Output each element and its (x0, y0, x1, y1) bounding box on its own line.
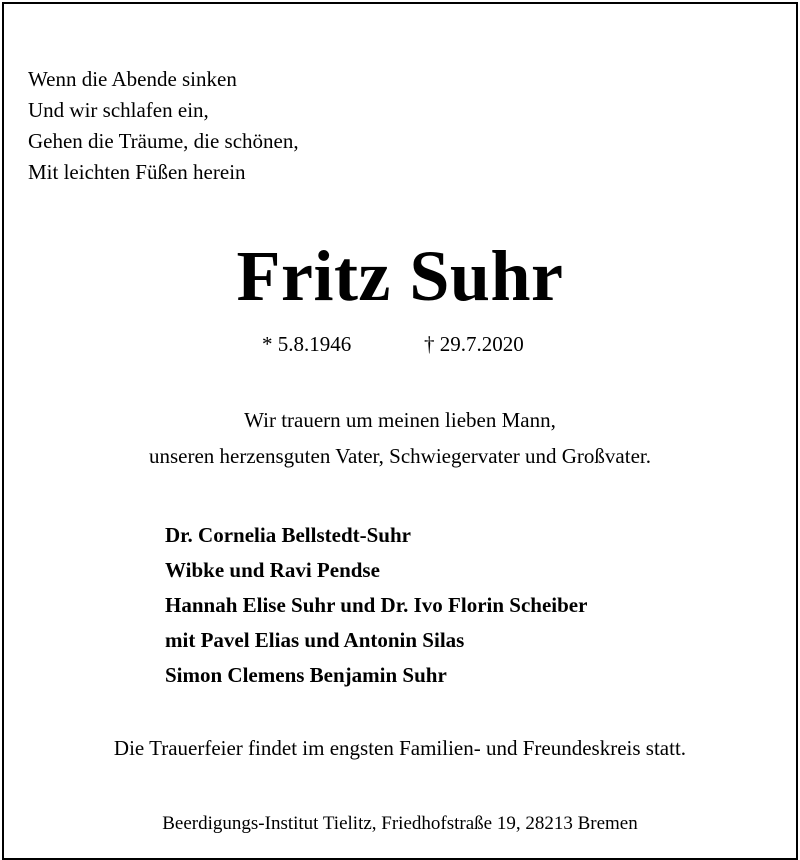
deceased-name: Fritz Suhr (236, 236, 564, 316)
obituary-notice (2, 2, 798, 860)
birth-date: * 5.8.1946 (262, 332, 352, 356)
family-member: Wibke und Ravi Pendse (165, 558, 380, 582)
family-member: mit Pavel Elias und Antonin Silas (165, 628, 465, 652)
mourning-line: unseren herzensguten Vater, Schwiegervater und Großvater. (148, 444, 651, 468)
poem-line: Mit leichten Füßen herein (28, 160, 246, 184)
mourning-line: Wir trauern um meinen lieben Mann, (244, 408, 556, 432)
family-member: Simon Clemens Benjamin Suhr (165, 663, 447, 687)
family-signatures (165, 518, 587, 693)
family-member: Hannah Elise Suhr und Dr. Ivo Florin Scheiber (165, 593, 588, 617)
death-date: † 29.7.2020 (424, 332, 524, 356)
poem-line: Und wir schlafen ein, (28, 98, 209, 122)
funeral-home-address: Beerdigungs-Institut Tielitz, Friedhofstraße 19, 28213 Bremen (162, 813, 638, 834)
mourning-statement (4, 402, 796, 474)
poem (28, 64, 299, 188)
life-dates (4, 332, 796, 362)
family-member: Dr. Cornelia Bellstedt-Suhr (165, 523, 411, 547)
ceremony-note: Die Trauerfeier findet im engsten Familien- und Freundeskreis statt. (113, 736, 687, 760)
poem-line: Wenn die Abende sinken (28, 67, 237, 91)
poem-line: Gehen die Träume, die schönen, (28, 129, 299, 153)
